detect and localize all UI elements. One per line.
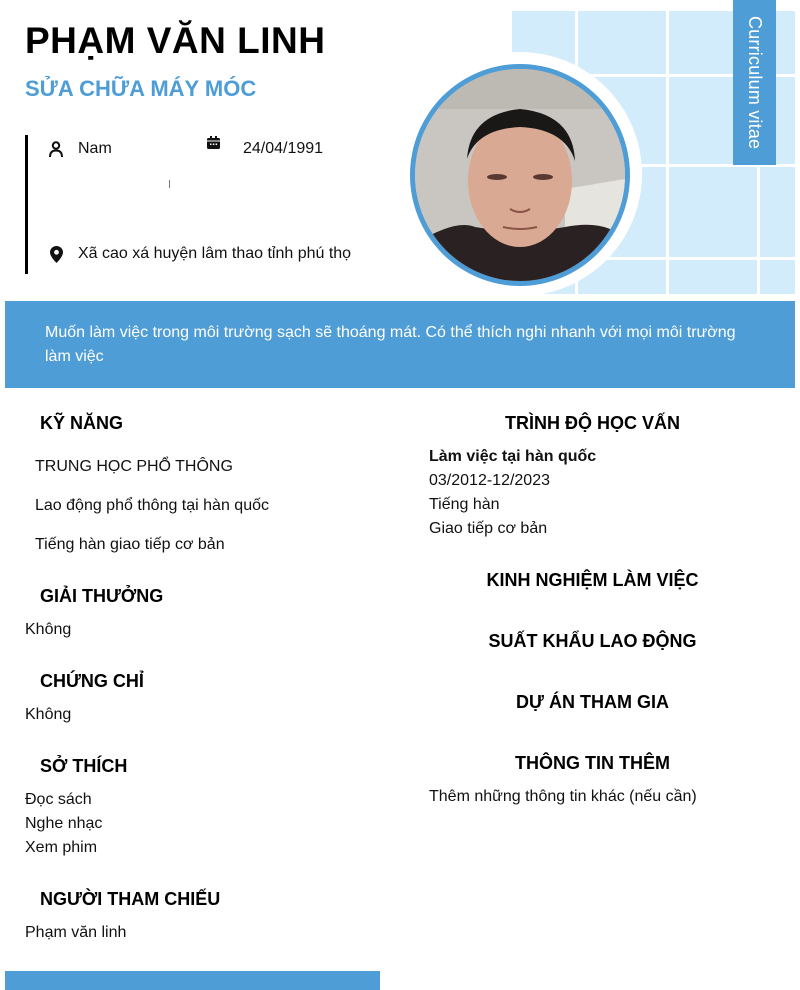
avatar-photo bbox=[410, 64, 630, 286]
cv-tab bbox=[733, 0, 776, 165]
skill-item: Lao động phổ thông tại hàn quốc bbox=[35, 497, 269, 514]
labor-export-title: SUẤT KHẨU LAO ĐỘNG bbox=[488, 631, 697, 651]
skill-item: TRUNG HỌC PHỔ THÔNG bbox=[35, 458, 233, 475]
education-detail: Giao tiếp cơ bản bbox=[429, 520, 548, 537]
education-period: 03/2012-12/2023 bbox=[429, 472, 550, 489]
hobbies-title: SỞ THÍCH bbox=[40, 756, 128, 776]
hobby-item: Nghe nhạc bbox=[25, 815, 103, 832]
portrait-image bbox=[415, 69, 625, 281]
skills-title: KỸ NĂNG bbox=[40, 413, 124, 433]
hobby-item: Đọc sách bbox=[25, 791, 92, 808]
certificates-title: CHỨNG CHỈ bbox=[40, 671, 144, 691]
cv-tab-label: Curriculum vitae bbox=[745, 15, 765, 150]
gender-value: Nam bbox=[78, 140, 112, 157]
address-value: Xã cao xá huyện lâm thao tỉnh phú thọ bbox=[78, 245, 352, 262]
education-title: TRÌNH ĐỘ HỌC VẤN bbox=[505, 413, 680, 433]
education-heading: Làm việc tại hàn quốc bbox=[429, 448, 597, 465]
candidate-name: PHẠM VĂN LINH bbox=[25, 20, 326, 61]
birthday-row bbox=[205, 133, 323, 158]
job-title: SỬA CHỮA MÁY MÓC bbox=[25, 76, 257, 101]
map-pin-icon bbox=[48, 245, 64, 263]
awards-title: GIẢI THƯỞNG bbox=[40, 586, 164, 606]
additional-info-text: Thêm những thông tin khác (nếu cần) bbox=[429, 788, 697, 805]
hobby-item: Xem phim bbox=[25, 839, 98, 856]
user-icon bbox=[48, 140, 64, 158]
certificates-text: Không bbox=[25, 706, 72, 723]
calendar-icon bbox=[205, 133, 221, 151]
address-row bbox=[48, 245, 351, 263]
footer-accent-bar bbox=[5, 971, 380, 990]
projects-title: DỰ ÁN THAM GIA bbox=[516, 692, 669, 712]
experience-title: KINH NGHIỆM LÀM VIỆC bbox=[486, 570, 699, 590]
gender-row bbox=[48, 140, 112, 158]
references-text: Phạm văn linh bbox=[25, 924, 127, 941]
education-major: Tiếng hàn bbox=[429, 496, 500, 513]
personal-info-block bbox=[25, 135, 385, 274]
additional-info-title: THÔNG TIN THÊM bbox=[515, 753, 670, 773]
divider-tick bbox=[169, 180, 170, 188]
references-title: NGƯỜI THAM CHIẾU bbox=[40, 889, 221, 909]
skill-item: Tiếng hàn giao tiếp cơ bản bbox=[35, 536, 225, 553]
awards-text: Không bbox=[25, 621, 72, 638]
birthday-value: 24/04/1991 bbox=[243, 140, 324, 157]
career-objective: Muốn làm việc trong môi trường sạch sẽ thoáng mát. Có thể thích nghi nhanh với mọi môi trường làm việc bbox=[5, 301, 795, 388]
